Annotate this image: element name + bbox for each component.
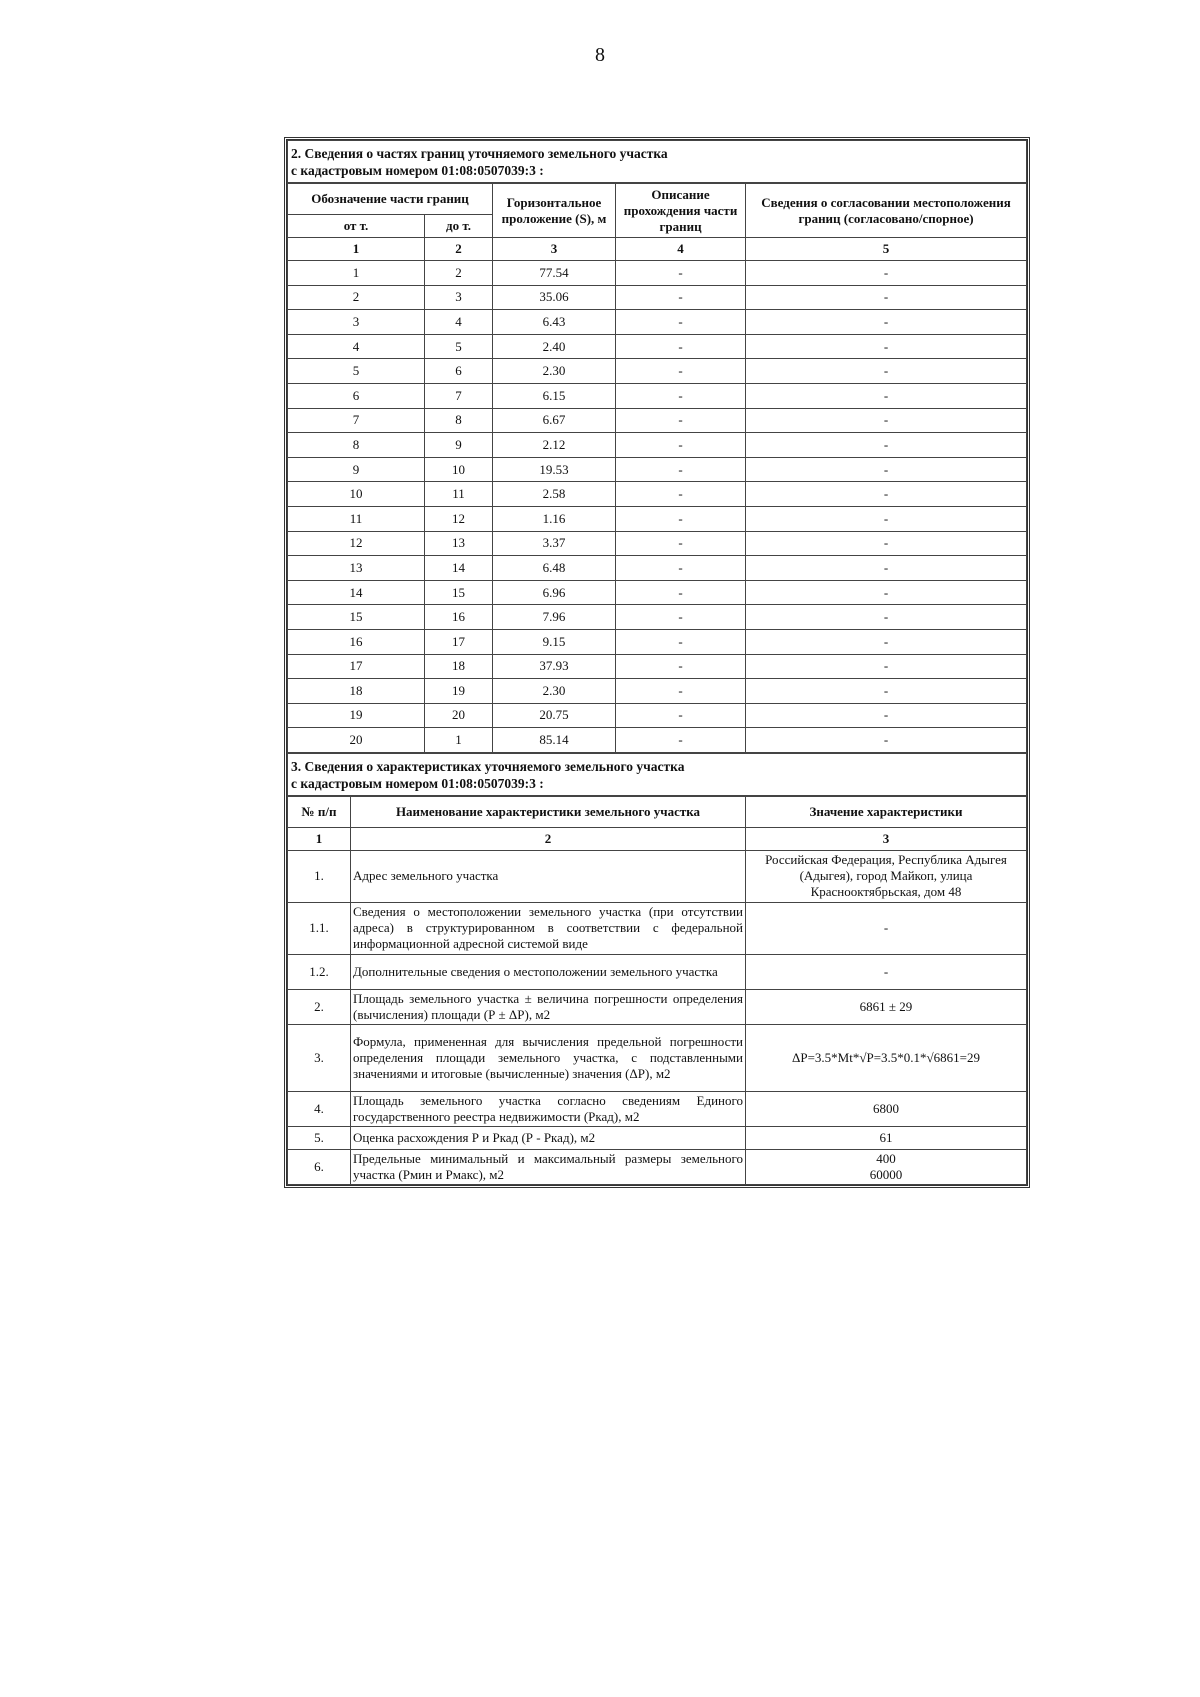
table-row	[288, 457, 1027, 482]
cell-from: 5	[288, 359, 425, 384]
table-row	[288, 334, 1027, 359]
cell-name: Площадь земельного участка согласно сведениям Единого государственного реестра недвижимости (Ркад), м2	[351, 1091, 746, 1126]
cell-length: 37.93	[493, 654, 616, 679]
characteristics-table	[287, 796, 1027, 1185]
cell-to: 9	[425, 433, 493, 458]
cell-from: 7	[288, 408, 425, 433]
cell-agreement: -	[746, 433, 1027, 458]
table-row	[288, 285, 1027, 310]
cell-num: 1.	[288, 850, 351, 902]
cell-agreement: -	[746, 556, 1027, 581]
cell-length: 6.96	[493, 580, 616, 605]
cell-description: -	[616, 408, 746, 433]
cell-length: 2.12	[493, 433, 616, 458]
cell-agreement: -	[746, 359, 1027, 384]
cell-from: 15	[288, 605, 425, 630]
cell-description: -	[616, 261, 746, 286]
table-row	[288, 989, 1027, 1024]
header-length: Горизонтальное проложение (S), м	[493, 184, 616, 238]
table-row	[288, 954, 1027, 989]
table-row	[288, 679, 1027, 704]
table-row	[288, 1149, 1027, 1184]
cell-to: 15	[425, 580, 493, 605]
cell-agreement: -	[746, 334, 1027, 359]
table-row	[288, 629, 1027, 654]
cell-from: 16	[288, 629, 425, 654]
cell-from: 6	[288, 383, 425, 408]
cell-length: 2.58	[493, 482, 616, 507]
column-number: 2	[351, 827, 746, 850]
cell-length: 19.53	[493, 457, 616, 482]
header-designation: Обозначение части границ	[288, 184, 493, 215]
cell-description: -	[616, 531, 746, 556]
table-row	[288, 310, 1027, 335]
cell-value: ΔР=3.5*Mt*√P=3.5*0.1*√6861=29	[746, 1024, 1027, 1091]
header-name: Наименование характеристики земельного участка	[351, 796, 746, 827]
cell-name: Формула, примененная для вычисления предельной погрешности определения площади земельного участка, с подставленными значениями и итоговые (вычисленные) значения (ΔР), м2	[351, 1024, 746, 1091]
cell-value: 6800	[746, 1091, 1027, 1126]
table-row	[288, 605, 1027, 630]
table-row	[288, 728, 1027, 753]
cell-agreement: -	[746, 531, 1027, 556]
cell-description: -	[616, 629, 746, 654]
cell-description: -	[616, 433, 746, 458]
cell-description: -	[616, 556, 746, 581]
cell-name: Площадь земельного участка ± величина погрешности определения (вычисления) площади (Р ± ΔР), м2	[351, 989, 746, 1024]
section2-title-line2: с кадастровым номером 01:08:0507039:3 :	[291, 163, 544, 178]
cell-value: Российская Федерация, Республика Адыгея (Адыгея), город Майкоп, улица Краснооктябрьская, дом 48	[746, 850, 1027, 902]
cell-length: 77.54	[493, 261, 616, 286]
cell-description: -	[616, 457, 746, 482]
cell-num: 4.	[288, 1091, 351, 1126]
cell-to: 1	[425, 728, 493, 753]
section3-title-line2: с кадастровым номером 01:08:0507039:3 :	[291, 775, 544, 791]
column-number: 3	[493, 238, 616, 261]
cell-num: 2.	[288, 989, 351, 1024]
section2-title-line1: 2. Сведения о частях границ уточняемого земельного участка	[291, 146, 668, 161]
cell-length: 85.14	[493, 728, 616, 753]
header-value: Значение характеристики	[746, 796, 1027, 827]
table-row	[288, 580, 1027, 605]
cell-description: -	[616, 605, 746, 630]
cell-from: 12	[288, 531, 425, 556]
cell-length: 2.30	[493, 679, 616, 704]
cell-length: 6.48	[493, 556, 616, 581]
cell-agreement: -	[746, 285, 1027, 310]
cell-agreement: -	[746, 261, 1027, 286]
cell-value: 61	[746, 1126, 1027, 1149]
table-row	[288, 506, 1027, 531]
cell-description: -	[616, 728, 746, 753]
cell-length: 6.15	[493, 383, 616, 408]
cell-description: -	[616, 580, 746, 605]
table-row	[288, 261, 1027, 286]
cell-length: 35.06	[493, 285, 616, 310]
column-number: 1	[288, 238, 425, 261]
cell-agreement: -	[746, 310, 1027, 335]
table-row	[288, 654, 1027, 679]
cell-from: 20	[288, 728, 425, 753]
cell-length: 6.43	[493, 310, 616, 335]
cell-from: 18	[288, 679, 425, 704]
cell-description: -	[616, 679, 746, 704]
characteristics-body	[288, 850, 1027, 1184]
cell-to: 13	[425, 531, 493, 556]
table-row	[288, 408, 1027, 433]
cell-value: -	[746, 902, 1027, 954]
cell-name: Оценка расхождения Р и Ркад (Р - Ркад), м2	[351, 1126, 746, 1149]
document-frame	[284, 137, 1030, 1188]
cell-num: 1.1.	[288, 902, 351, 954]
cell-agreement: -	[746, 580, 1027, 605]
boundary-parts-body	[288, 261, 1027, 753]
table-row	[288, 1024, 1027, 1091]
cell-from: 14	[288, 580, 425, 605]
cell-from: 19	[288, 703, 425, 728]
cell-value: 6861 ± 29	[746, 989, 1027, 1024]
cell-length: 6.67	[493, 408, 616, 433]
cell-to: 10	[425, 457, 493, 482]
cell-from: 10	[288, 482, 425, 507]
cell-to: 16	[425, 605, 493, 630]
cell-description: -	[616, 654, 746, 679]
table-row	[288, 556, 1027, 581]
cell-num: 6.	[288, 1149, 351, 1184]
cell-name: Сведения о местоположении земельного участка (при отсутствии адреса) в структурированном в соответствии с федеральной информационной адресной системой виде	[351, 902, 746, 954]
header-to: до т.	[425, 215, 493, 238]
cell-to: 8	[425, 408, 493, 433]
cell-length: 1.16	[493, 506, 616, 531]
section3-title	[287, 753, 1027, 796]
cell-description: -	[616, 383, 746, 408]
cell-name: Дополнительные сведения о местоположении земельного участка	[351, 954, 746, 989]
cell-agreement: -	[746, 728, 1027, 753]
cell-description: -	[616, 506, 746, 531]
cell-agreement: -	[746, 457, 1027, 482]
cell-length: 2.30	[493, 359, 616, 384]
cell-to: 3	[425, 285, 493, 310]
cell-to: 6	[425, 359, 493, 384]
cell-name: Предельные минимальный и максимальный размеры земельного участка (Рмин и Рмакс), м2	[351, 1149, 746, 1184]
cell-description: -	[616, 482, 746, 507]
column-number: 4	[616, 238, 746, 261]
column-number: 3	[746, 827, 1027, 850]
table-row	[288, 703, 1027, 728]
header-description: Описание прохождения части границ	[616, 184, 746, 238]
cell-to: 17	[425, 629, 493, 654]
cell-from: 1	[288, 261, 425, 286]
cell-agreement: -	[746, 383, 1027, 408]
cell-description: -	[616, 334, 746, 359]
cell-num: 3.	[288, 1024, 351, 1091]
cell-agreement: -	[746, 408, 1027, 433]
column-number: 2	[425, 238, 493, 261]
cell-to: 2	[425, 261, 493, 286]
cell-length: 3.37	[493, 531, 616, 556]
cell-to: 19	[425, 679, 493, 704]
cell-agreement: -	[746, 654, 1027, 679]
table-row	[288, 482, 1027, 507]
cell-num: 1.2.	[288, 954, 351, 989]
cell-description: -	[616, 285, 746, 310]
cell-agreement: -	[746, 482, 1027, 507]
cell-to: 18	[425, 654, 493, 679]
table-row	[288, 383, 1027, 408]
cell-to: 4	[425, 310, 493, 335]
cell-name: Адрес земельного участка	[351, 850, 746, 902]
table-row	[288, 359, 1027, 384]
cell-from: 9	[288, 457, 425, 482]
header-agreement: Сведения о согласовании местоположения границ (согласовано/спорное)	[746, 184, 1027, 238]
cell-agreement: -	[746, 629, 1027, 654]
table-row	[288, 1091, 1027, 1126]
cell-to: 20	[425, 703, 493, 728]
cell-description: -	[616, 703, 746, 728]
section2-title	[287, 140, 1027, 183]
cell-agreement: -	[746, 703, 1027, 728]
table-row	[288, 531, 1027, 556]
cell-length: 9.15	[493, 629, 616, 654]
cell-agreement: -	[746, 679, 1027, 704]
cell-length: 7.96	[493, 605, 616, 630]
cell-to: 5	[425, 334, 493, 359]
cell-value: 400 60000	[746, 1149, 1027, 1184]
table-row	[288, 1126, 1027, 1149]
cell-from: 13	[288, 556, 425, 581]
table-row	[288, 902, 1027, 954]
column-number: 5	[746, 238, 1027, 261]
cell-agreement: -	[746, 506, 1027, 531]
cell-from: 4	[288, 334, 425, 359]
cell-to: 14	[425, 556, 493, 581]
header-from: от т.	[288, 215, 425, 238]
cell-from: 17	[288, 654, 425, 679]
cell-to: 12	[425, 506, 493, 531]
cell-agreement: -	[746, 605, 1027, 630]
cell-from: 3	[288, 310, 425, 335]
section3-title-line1: 3. Сведения о характеристиках уточняемого земельного участка	[291, 758, 685, 774]
column-number: 1	[288, 827, 351, 850]
table-row	[288, 850, 1027, 902]
cell-from: 11	[288, 506, 425, 531]
cell-num: 5.	[288, 1126, 351, 1149]
boundary-parts-table	[287, 183, 1027, 753]
cell-to: 11	[425, 482, 493, 507]
cell-to: 7	[425, 383, 493, 408]
page-number: 8	[595, 44, 605, 66]
cell-from: 8	[288, 433, 425, 458]
table-row	[288, 433, 1027, 458]
cell-length: 2.40	[493, 334, 616, 359]
cell-description: -	[616, 359, 746, 384]
cell-description: -	[616, 310, 746, 335]
cell-value: -	[746, 954, 1027, 989]
cell-length: 20.75	[493, 703, 616, 728]
cell-from: 2	[288, 285, 425, 310]
header-num: № п/п	[288, 796, 351, 827]
